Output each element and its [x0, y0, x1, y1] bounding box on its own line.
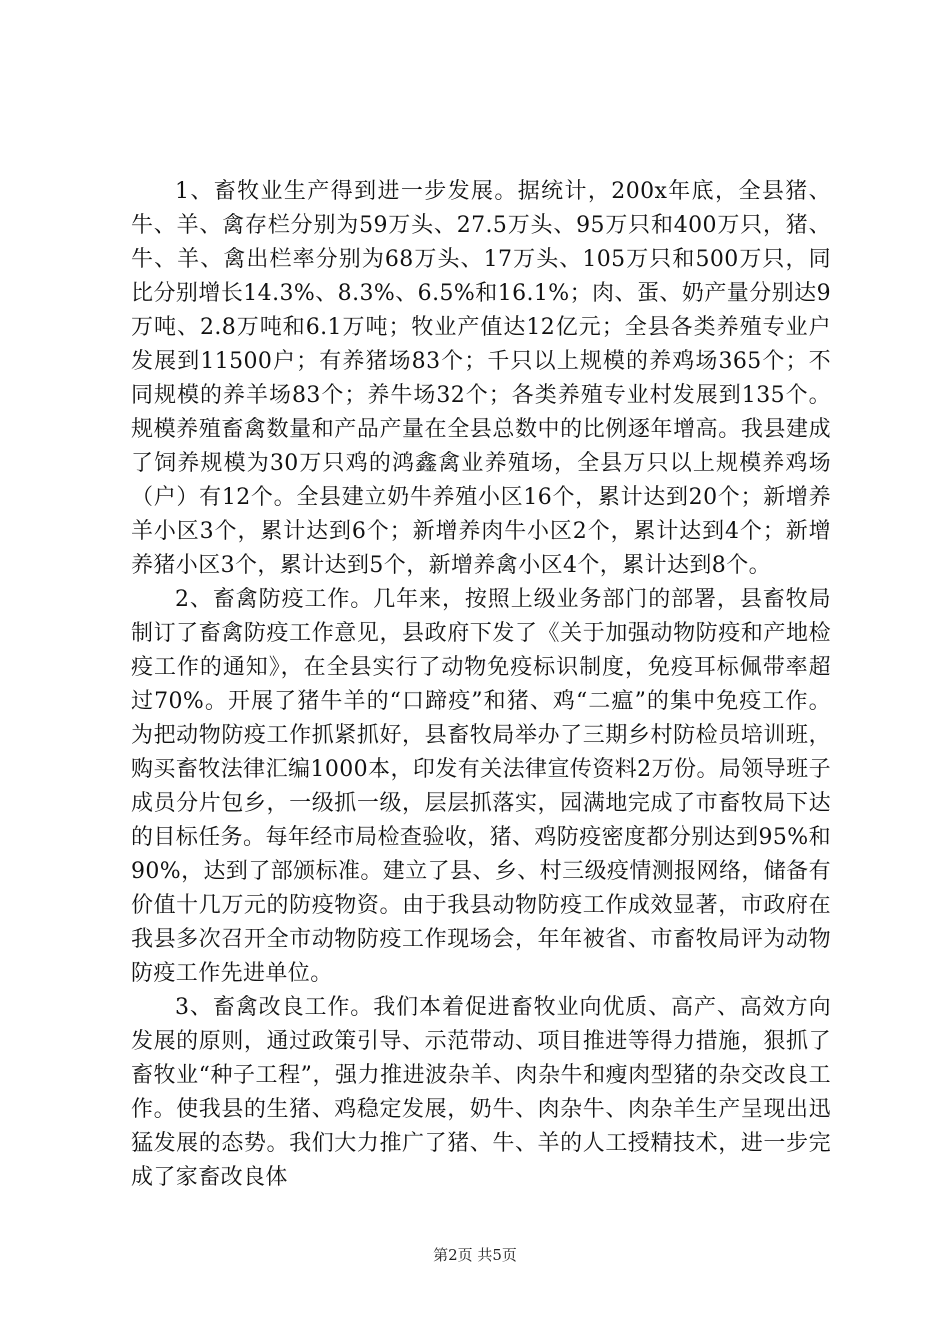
paragraph-breed-improvement: 3、畜禽改良工作。我们本着促进畜牧业向优质、高产、高效方向发展的原则，通过政策引导、示范带动、项目推进等得力措施，狠抓了畜牧业“种子工程”，强力推进波杂羊、肉杂牛和瘦肉型猪的杂交改良工作。使我县的生猪、鸡稳定发展，奶牛、肉杂牛、肉杂羊生产呈现出迅猛发展的态势。我们大力推广了猪、牛、羊的人工授精技术，进一步完成了家畜改良体 — [131, 995, 831, 1190]
document-body — [131, 175, 831, 1195]
paragraph-epidemic-prevention: 2、畜禽防疫工作。几年来，按照上级业务部门的部署，县畜牧局制订了畜禽防疫工作意见，县政府下发了《关于加强动物防疫和产地检疫工作的通知》，在全县实行了动物免疫标识制度，免疫耳标佩带率超过70%。开展了猪牛羊的“口蹄疫”和猪、鸡“二瘟”的集中免疫工作。为把动物防疫工作抓紧抓好，县畜牧局举办了三期乡村防检员培训班，购买畜牧法律汇编1000本，印发有关法律宣传资料2万份。局领导班子成员分片包乡，一级抓一级，层层抓落实，园满地完成了市畜牧局下达的目标任务。每年经市局检查验收，猪、鸡防疫密度都分别达到95%和90%，达到了部颁标准。建立了县、乡、村三级疫情测报网络，储备有价值十几万元的防疫物资。由于我县动物防疫工作成效显著，市政府在我县多次召开全市动物防疫工作现场会，年年被省、市畜牧局评为动物防疫工作先进单位。 — [131, 587, 831, 986]
page-number-footer: 第2页 共5页 — [433, 1246, 517, 1264]
paragraph-livestock-production: 1、畜牧业生产得到进一步发展。据统计，200x年底，全县猪、牛、羊、禽存栏分别为59万头、27.5万头、95万只和400万只，猪、牛、羊、禽出栏率分别为68万头、17万头、105万只和500万只，同比分别增长14.3%、8.3%、6.5%和16.1%；肉、蛋、奶产量分别达9万吨、2.8万吨和6.1万吨；牧业产值达12亿元；全县各类养殖专业户发展到11500户；有养猪场83个；千只以上规模的养鸡场365个；不同规模的养羊场83个；养牛场32个；各类养殖专业村发展到135个。规模养殖畜禽数量和产品产量在全县总数中的比例逐年增高。我县建成了饲养规模为30万只鸡的鸿鑫禽业养殖场，全县万只以上规模养鸡场（户）有12个。全县建立奶牛养殖小区16个，累计达到20个；新增养羊小区3个，累计达到6个；新增养肉牛小区2个，累计达到4个；新增养猪小区3个，累计达到5个，新增养禽小区4个，累计达到8个。 — [131, 179, 831, 578]
